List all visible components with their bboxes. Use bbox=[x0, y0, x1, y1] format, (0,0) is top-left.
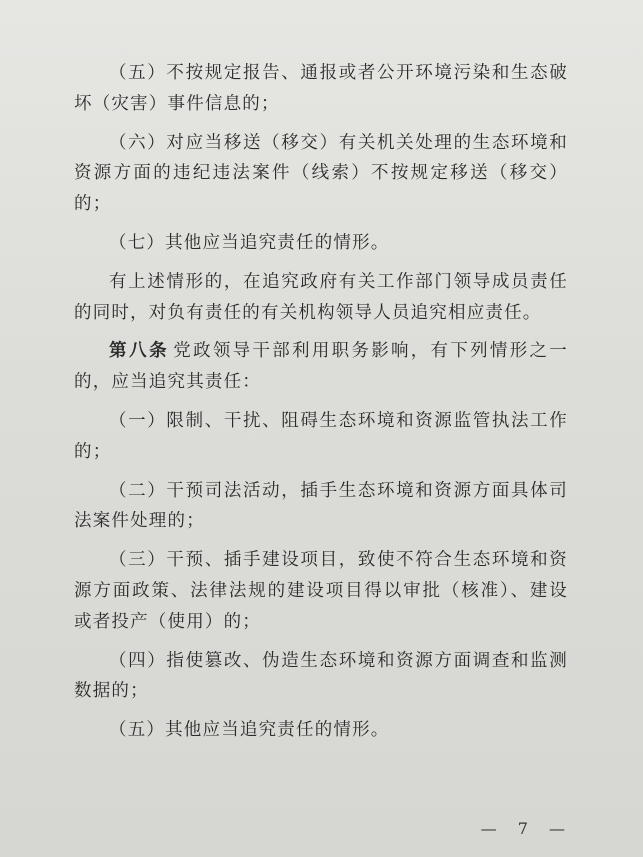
paragraph-text: （四）指使篡改、伪造生态环境和资源方面调查和监测数据的； bbox=[74, 650, 568, 702]
article-label: 第八条 bbox=[109, 341, 170, 362]
document-body bbox=[74, 58, 568, 754]
paragraph-text: （三）干预、插手建设项目，致使不符合生态环境和资源方面政策、法律法规的建设项目得以审批（核准）、建设或者投产（使用）的； bbox=[74, 550, 568, 632]
paragraph-item-1-obstruction bbox=[74, 406, 568, 468]
article-8-intro bbox=[74, 336, 568, 398]
paragraph-item-5-other bbox=[74, 715, 568, 746]
paragraph-item-5-disclosure bbox=[74, 58, 568, 120]
paragraph-item-4-data bbox=[74, 646, 568, 708]
paragraph-responsibility-note bbox=[74, 267, 568, 329]
paragraph-text: （二）干预司法活动，插手生态环境和资源方面具体司法案件处理的； bbox=[74, 480, 568, 532]
paragraph-text: 党政领导干部利用职务影响，有下列情形之一的，应当追究其责任： bbox=[74, 341, 569, 393]
paragraph-text: （五）不按规定报告、通报或者公开环境污染和生态破坏（灾害）事件信息的； bbox=[74, 63, 568, 114]
paragraph-text: 有上述情形的，在追究政府有关工作部门领导成员责任的同时，对负有责任的有关机构领导人员追究相应责任。 bbox=[74, 271, 568, 323]
paragraph-item-7-other bbox=[74, 228, 568, 259]
page-number: — 7 — bbox=[480, 819, 573, 838]
paragraph-item-2-judicial bbox=[74, 476, 568, 538]
paragraph-text: （七）其他应当追究责任的情形。 bbox=[109, 232, 390, 253]
paragraph-text: （六）对应当移送（移交）有关机关处理的生态环境和资源方面的违纪违法案件（线索）不按规定移送（移交）的； bbox=[74, 132, 568, 215]
paragraph-text: （五）其他应当追究责任的情形。 bbox=[109, 720, 390, 741]
paragraph-item-6-transfer bbox=[74, 128, 568, 220]
paragraph-item-3-projects bbox=[74, 545, 568, 637]
paragraph-text: （一）限制、干扰、阻碍生态环境和资源监管执法工作的； bbox=[74, 410, 568, 462]
